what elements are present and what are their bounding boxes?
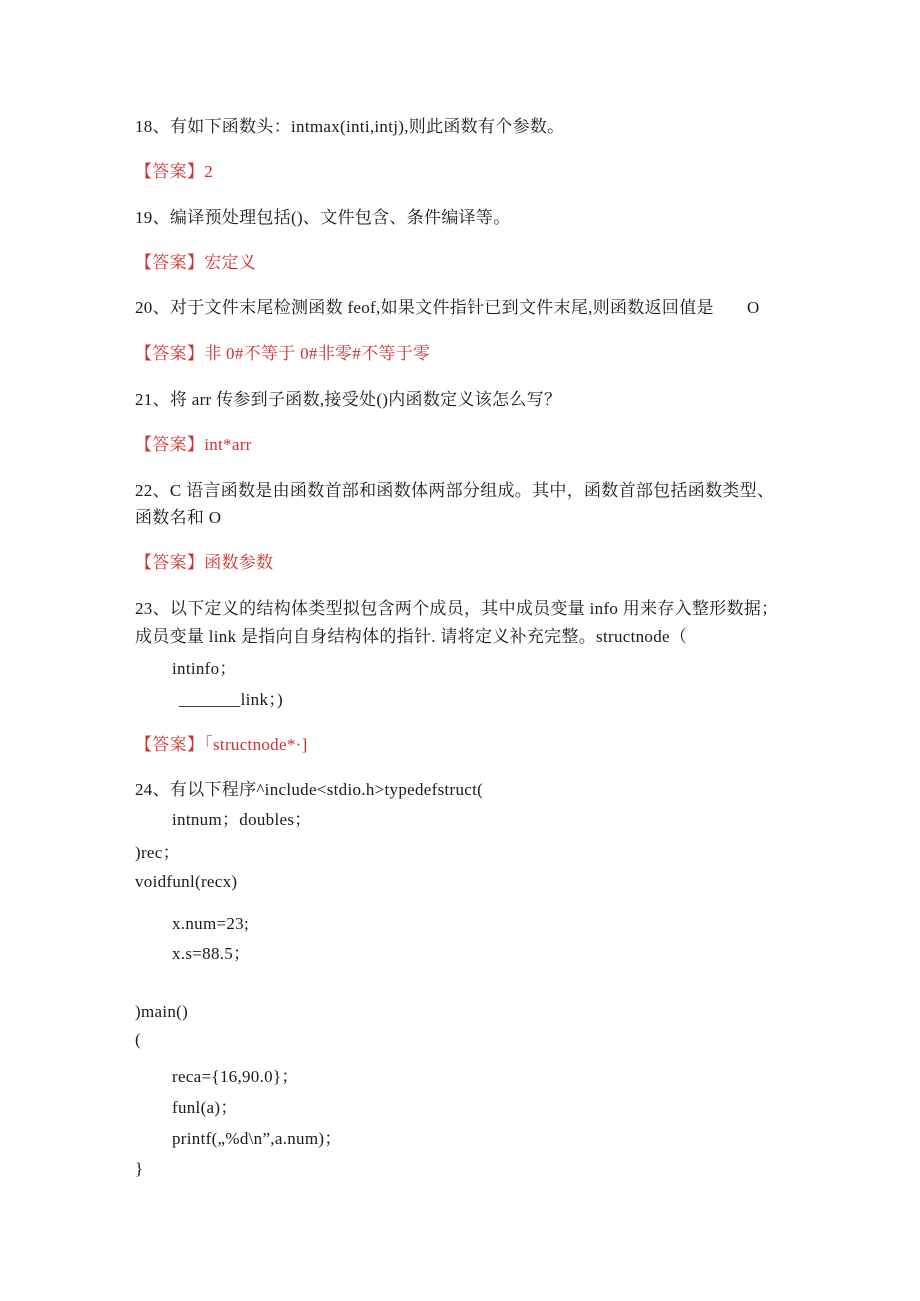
question-19: 19、编译预处理包括()、文件包含、条件编译等。 bbox=[135, 208, 511, 227]
answer-22: 【答案】函数参数 bbox=[135, 553, 274, 572]
answer-18: 【答案】2 bbox=[135, 162, 213, 181]
code-line: funl(a)； bbox=[172, 1098, 238, 1117]
question-20-blank: O bbox=[747, 298, 760, 317]
question-23-line-1: 23、以下定义的结构体类型拟包含两个成员，其中成员变量 info 用来存入整形数据； bbox=[135, 599, 779, 618]
question-22-line-1: 22、C 语言函数是由函数首部和函数体两部分组成。其中，函数首部包括函数类型、 bbox=[135, 481, 775, 500]
question-22-line-2: 函数名和 O bbox=[135, 508, 222, 527]
question-24-line-1: 24、有以下程序^include<stdio.h>typedefstruct( bbox=[135, 780, 484, 799]
code-line: reca={16,90.0}； bbox=[172, 1067, 299, 1086]
code-line: } bbox=[135, 1159, 144, 1178]
question-21: 21、将 arr 传参到子函数,接受处()内函数定义该怎么写？ bbox=[135, 390, 562, 409]
question-18: 18、有如下函数头：intmax(inti,intj),则此函数有个参数。 bbox=[135, 117, 565, 136]
answer-21: 【答案】int*arr bbox=[135, 435, 252, 454]
code-line: )main() bbox=[135, 1002, 189, 1021]
code-line: x.num=23; bbox=[172, 914, 249, 933]
code-line: voidfunl(recx) bbox=[135, 872, 238, 891]
code-line: )rec； bbox=[135, 843, 180, 862]
answer-19: 【答案】宏定义 bbox=[135, 253, 257, 272]
answer-23: 【答案】「structnode*·] bbox=[135, 735, 308, 754]
question-23-line-2: 成员变量 link 是指向自身结构体的指针. 请将定义补充完整。structnode（ bbox=[135, 627, 688, 646]
code-line: ( bbox=[135, 1030, 141, 1049]
code-line: printf(„%d\n”,a.num)； bbox=[172, 1129, 342, 1148]
question-23-line-4: _______link；) bbox=[179, 690, 284, 709]
answer-20: 【答案】非 0#不等于 0#非零#不等于零 bbox=[135, 344, 431, 363]
code-line: intnum；doubles； bbox=[172, 810, 312, 829]
question-23-line-3: intinfo； bbox=[172, 659, 237, 678]
question-20: 20、对于文件末尾检测函数 feof,如果文件指针已到文件末尾,则函数返回值是 bbox=[135, 298, 714, 317]
code-line: x.s=88.5； bbox=[172, 944, 251, 963]
